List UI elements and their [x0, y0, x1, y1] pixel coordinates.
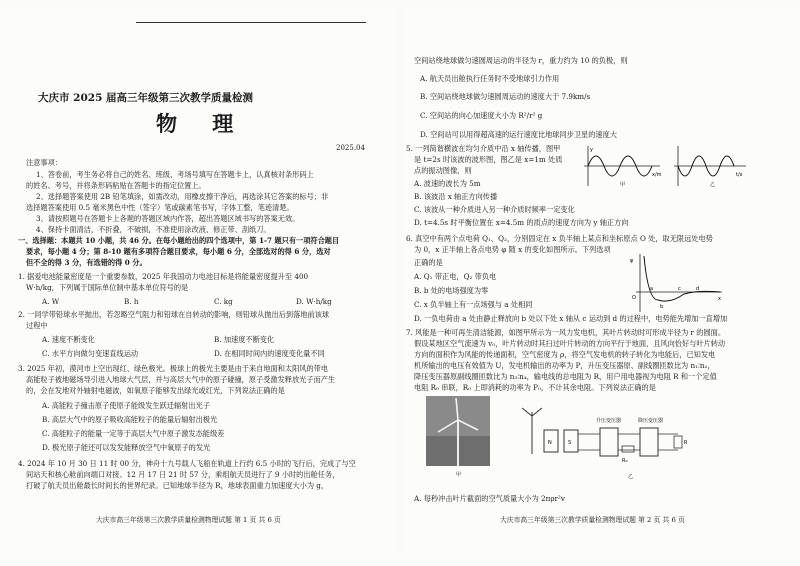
figure-label-jia: 甲	[620, 182, 626, 188]
q2-option: D. 在相同时间内的速度变化量不同	[214, 349, 325, 358]
q7-stem: 假设某地区空气流速为 v₀，叶片转动时其扫过叶片转动的方向平行于地面，且风向恰好与叶片转动	[414, 339, 726, 348]
axis-label: x	[718, 296, 721, 302]
q2-stem: 2. 一同学带铅球水平抛出，若忽略空气阻力和铅球在自转动的影响，则铅球从抛出后到落地前该球	[18, 310, 330, 319]
section-line: 但不全的得 3 分，有选错的得 0 分。	[26, 258, 147, 267]
subject-title: 物 理	[156, 111, 248, 136]
q3-option: B. 高层大气中的原子吸收高能粒子的能量后辐射出极光	[42, 415, 218, 424]
q1-option: A. W	[42, 297, 60, 306]
q6-option: A. Q₁ 带正电，Q₂ 带负电	[414, 272, 497, 281]
transmission-circuit	[508, 402, 694, 490]
magnet-label: N	[548, 440, 552, 446]
note-line: 的姓名、考号，并将条形码粘贴在答题卡的指定位置上。	[26, 181, 206, 190]
q6-option: C. x 负半轴上有一点场强与 a 处相同	[414, 300, 533, 309]
q5-option: A. 波速的波长为 5m	[414, 179, 481, 188]
axis-label: t/s	[736, 172, 743, 178]
point-label: c	[678, 286, 681, 292]
note-line: 3、请按照题号在答题卡上各题的答题区域内作答，超出答题区域书写的答案无效。	[36, 214, 300, 223]
page-footer: 大庆市高三年级第三次教学质量检测物理试题 第 1 页 共 6 页	[96, 516, 281, 524]
transformer-label: 升压变压器	[596, 418, 622, 424]
q3-option: A. 高能粒子撞击原子使原子能级发生跃迁辐射出光子	[42, 401, 210, 410]
q5-stem: 是 t=2s 时该波的波形图，图乙是 x=1m 处质	[414, 155, 563, 164]
axis-label: y	[590, 147, 593, 153]
page-footer: 大庆市高三年级第三次教学质量检测物理试题 第 2 页 共 6 页	[500, 516, 685, 524]
potential-graph	[626, 252, 726, 314]
magnet-label: S	[568, 440, 572, 446]
q4-option: D. 空间站可以用得超高速的运行速度比地球同步卫星的速度大	[420, 130, 617, 139]
note-line: 2、选择题答案使用 2B 铅笔填涂，如需改动，用橡皮擦干净后，再选涂其它答案的标号；非	[36, 192, 329, 201]
q6-option: D. 一负电荷由 a 处由静止释放向 b 处以下处 x 轴从 c 运动到 d 的过程中，电势能先增加一直增加	[414, 314, 728, 323]
q1-option: C. kg	[214, 297, 233, 306]
q6-option: B. b 处的电场强度为零	[414, 286, 489, 295]
note-line: 选择题答案使用 0.5 毫米黑色中性（签字）笔或碳素笔书写，字体工整，笔迹清楚。	[26, 203, 294, 212]
q2-option: B. 加速度不断变化	[214, 335, 275, 344]
wave-graph-jia	[580, 144, 664, 188]
q3-stem: 3. 2025 年初，漠河市上空出现红、绿色极光。极球上的极光主要是由于来自地面和太阳风的带电	[18, 364, 329, 373]
q1-option: D. W·h/kg	[296, 297, 332, 306]
axis-label: φ	[630, 258, 634, 264]
point-label: b	[660, 304, 664, 310]
q4-option: C. 空间站的向心加速度大小为 R²/r² g	[420, 111, 543, 120]
q5-option: C. 该波从一种介质进入另一种介质时频率一定变化	[414, 205, 575, 214]
q7-stem: 电阻 R₀ 串联，R₀ 上即消耗的功率为 P₀，不计其余电阻。下列说法正确的是	[414, 383, 656, 392]
figure-label-yi: 乙	[710, 182, 716, 188]
section-line: 要求，每小题 4 分；第 8-10 题有多项符合题目要求，每小题 6 分，全部选对的得 6 分，选对	[26, 247, 331, 256]
section-line: 一、选择题：本题共 10 小题，共 46 分。在每小题给出的四个选项中，第 1-7 题只有一项符合题目	[18, 236, 340, 245]
q2-stem: 过程中	[26, 321, 48, 330]
exam-page-2	[404, 8, 794, 558]
vibration-graph-yi	[670, 144, 750, 188]
point-label: a	[650, 286, 654, 292]
q2-option: C. 水平方向做匀变速直线运动	[42, 349, 139, 358]
resistor-label: R₀	[622, 458, 628, 464]
exam-title: 大庆市 2025 届高三年级第三次教学质量检测	[38, 92, 254, 104]
q4-continued: 空间站绕地球做匀速圆周运动的半径为 r，重力约为 10 的负极，则	[414, 56, 628, 65]
q1-option: B. h	[124, 297, 139, 306]
note-line: 4、保持卡面清洁，不折叠，不破损，不准使用涂改液、修正带、刮纸刀。	[36, 225, 271, 234]
q3-stem: 的，会在发地对外轴射电磁波，如氧原子能够发出绿光或红光，下列说法正确的是	[26, 386, 285, 395]
q6-stem: 正确的是	[414, 258, 443, 267]
q4-stem: 间站天和核心舱前向端口对接。12 月 17 日 21 时 57 分，乘组航天员进行了 9 小时的出舱任务，	[26, 470, 340, 479]
figure-label-yi: 乙	[628, 474, 634, 480]
note-line: 1、答卷前，考生务必将自己的姓名、班级、考场号填写在答题卡上，认真核对条形码上	[36, 170, 314, 179]
figure-label-jia: 甲	[456, 472, 462, 478]
transformer-label: 降压变压器	[638, 418, 664, 424]
q7-stem: 方向的面积作为风能的传递面积，空气密度为 ρ，将空气发电机的转子转化为电能后，已知发电	[414, 350, 716, 359]
q3-option: D. 极光原子能还可以发发能释放空气中氧原子的发光	[42, 443, 211, 452]
q4-option: B. 空间站绕地球做匀速圆周运动的速度大于 7.9km/s	[420, 92, 591, 101]
resistor-label: R	[684, 440, 688, 446]
q7-stem: 降压变压器原副线圈匝数比为 n₃∶n₄，输电线的总电阻为 R，用户用电器视为电阻 R 和一个定值	[414, 372, 717, 381]
q2-option: A. 速度不断变化	[42, 335, 95, 344]
q6-stem: 为 0，x 正半轴上各点电势 φ 随 x 的变化如图所示。下列选项	[414, 245, 611, 254]
axis-label: O	[632, 295, 636, 301]
axis-label: x/m	[652, 172, 662, 178]
top-rule	[136, 22, 366, 23]
point-label: d	[696, 286, 700, 292]
wind-turbine-photo	[426, 396, 490, 478]
q7-stem: 机所输出的电压有效值为 U，发电机输出的功率为 P，升压变压器原、副线圈匝数比为 n₁∶n₂，	[414, 361, 715, 370]
q1-stem: 1. 据爱电池能量密度是一个重要参数，2025 年我国动力电池目标是将能量密度提升至 400	[18, 272, 309, 281]
q4-option: A. 航天员出舱执行任务时不受地球引力作用	[420, 74, 560, 83]
exam-page-1	[6, 8, 396, 558]
exam-date: 2025.04	[336, 144, 365, 152]
q5-stem: 点的振动图像，则	[414, 166, 472, 175]
q5-stem: 5. 一列简谐横波在均匀介质中沿 x 轴传播，图甲	[406, 144, 561, 153]
q3-stem: 高能粒子被地磁场导引进入地球大气层，并与高层大气中的原子碰撞，原子受激发释放光子而产生	[26, 375, 336, 384]
q7-option: A. 每秒冲击叶片截面的空气质量大小为 2πρr²v	[414, 494, 565, 503]
q3-option: C. 高能粒子的能量一定等于高层大气中原子激发态能级差	[42, 429, 225, 438]
q7-stem: 7. 风能是一种可再生清洁能源，如图甲所示为一风力发电机，其叶片转动时可形成半径为 r 的圆面。	[406, 328, 726, 337]
q4-stem: 打破了航天员出舱最长时间长的世界纪录。已知地球半径为 R，地球表面重力加速度大小为 g，	[26, 481, 329, 490]
q5-option: D. t=4.5s 时平衡位置在 x=4.5m 的质点的速度方向为 y 轴正方向	[414, 218, 629, 227]
q1-stem: W·h/kg，下列属于国际单位制中基本单位符号的是	[26, 283, 189, 292]
q5-option: B. 该波沿 x 轴正方向传播	[414, 192, 498, 201]
q6-stem: 6. 真空中有两个点电荷 Q₁、Q₂，分别固定在 x 负半轴上某点和坐标原点 O 处，取无限远处电势	[406, 234, 713, 243]
q4-stem: 4. 2024 年 10 月 30 日 11 时 00 分，神舟十九号载人飞船在轨道上行约 6.5 小时的飞行后，完成了与空	[18, 459, 356, 468]
notes-heading: 注意事项：	[26, 158, 62, 167]
